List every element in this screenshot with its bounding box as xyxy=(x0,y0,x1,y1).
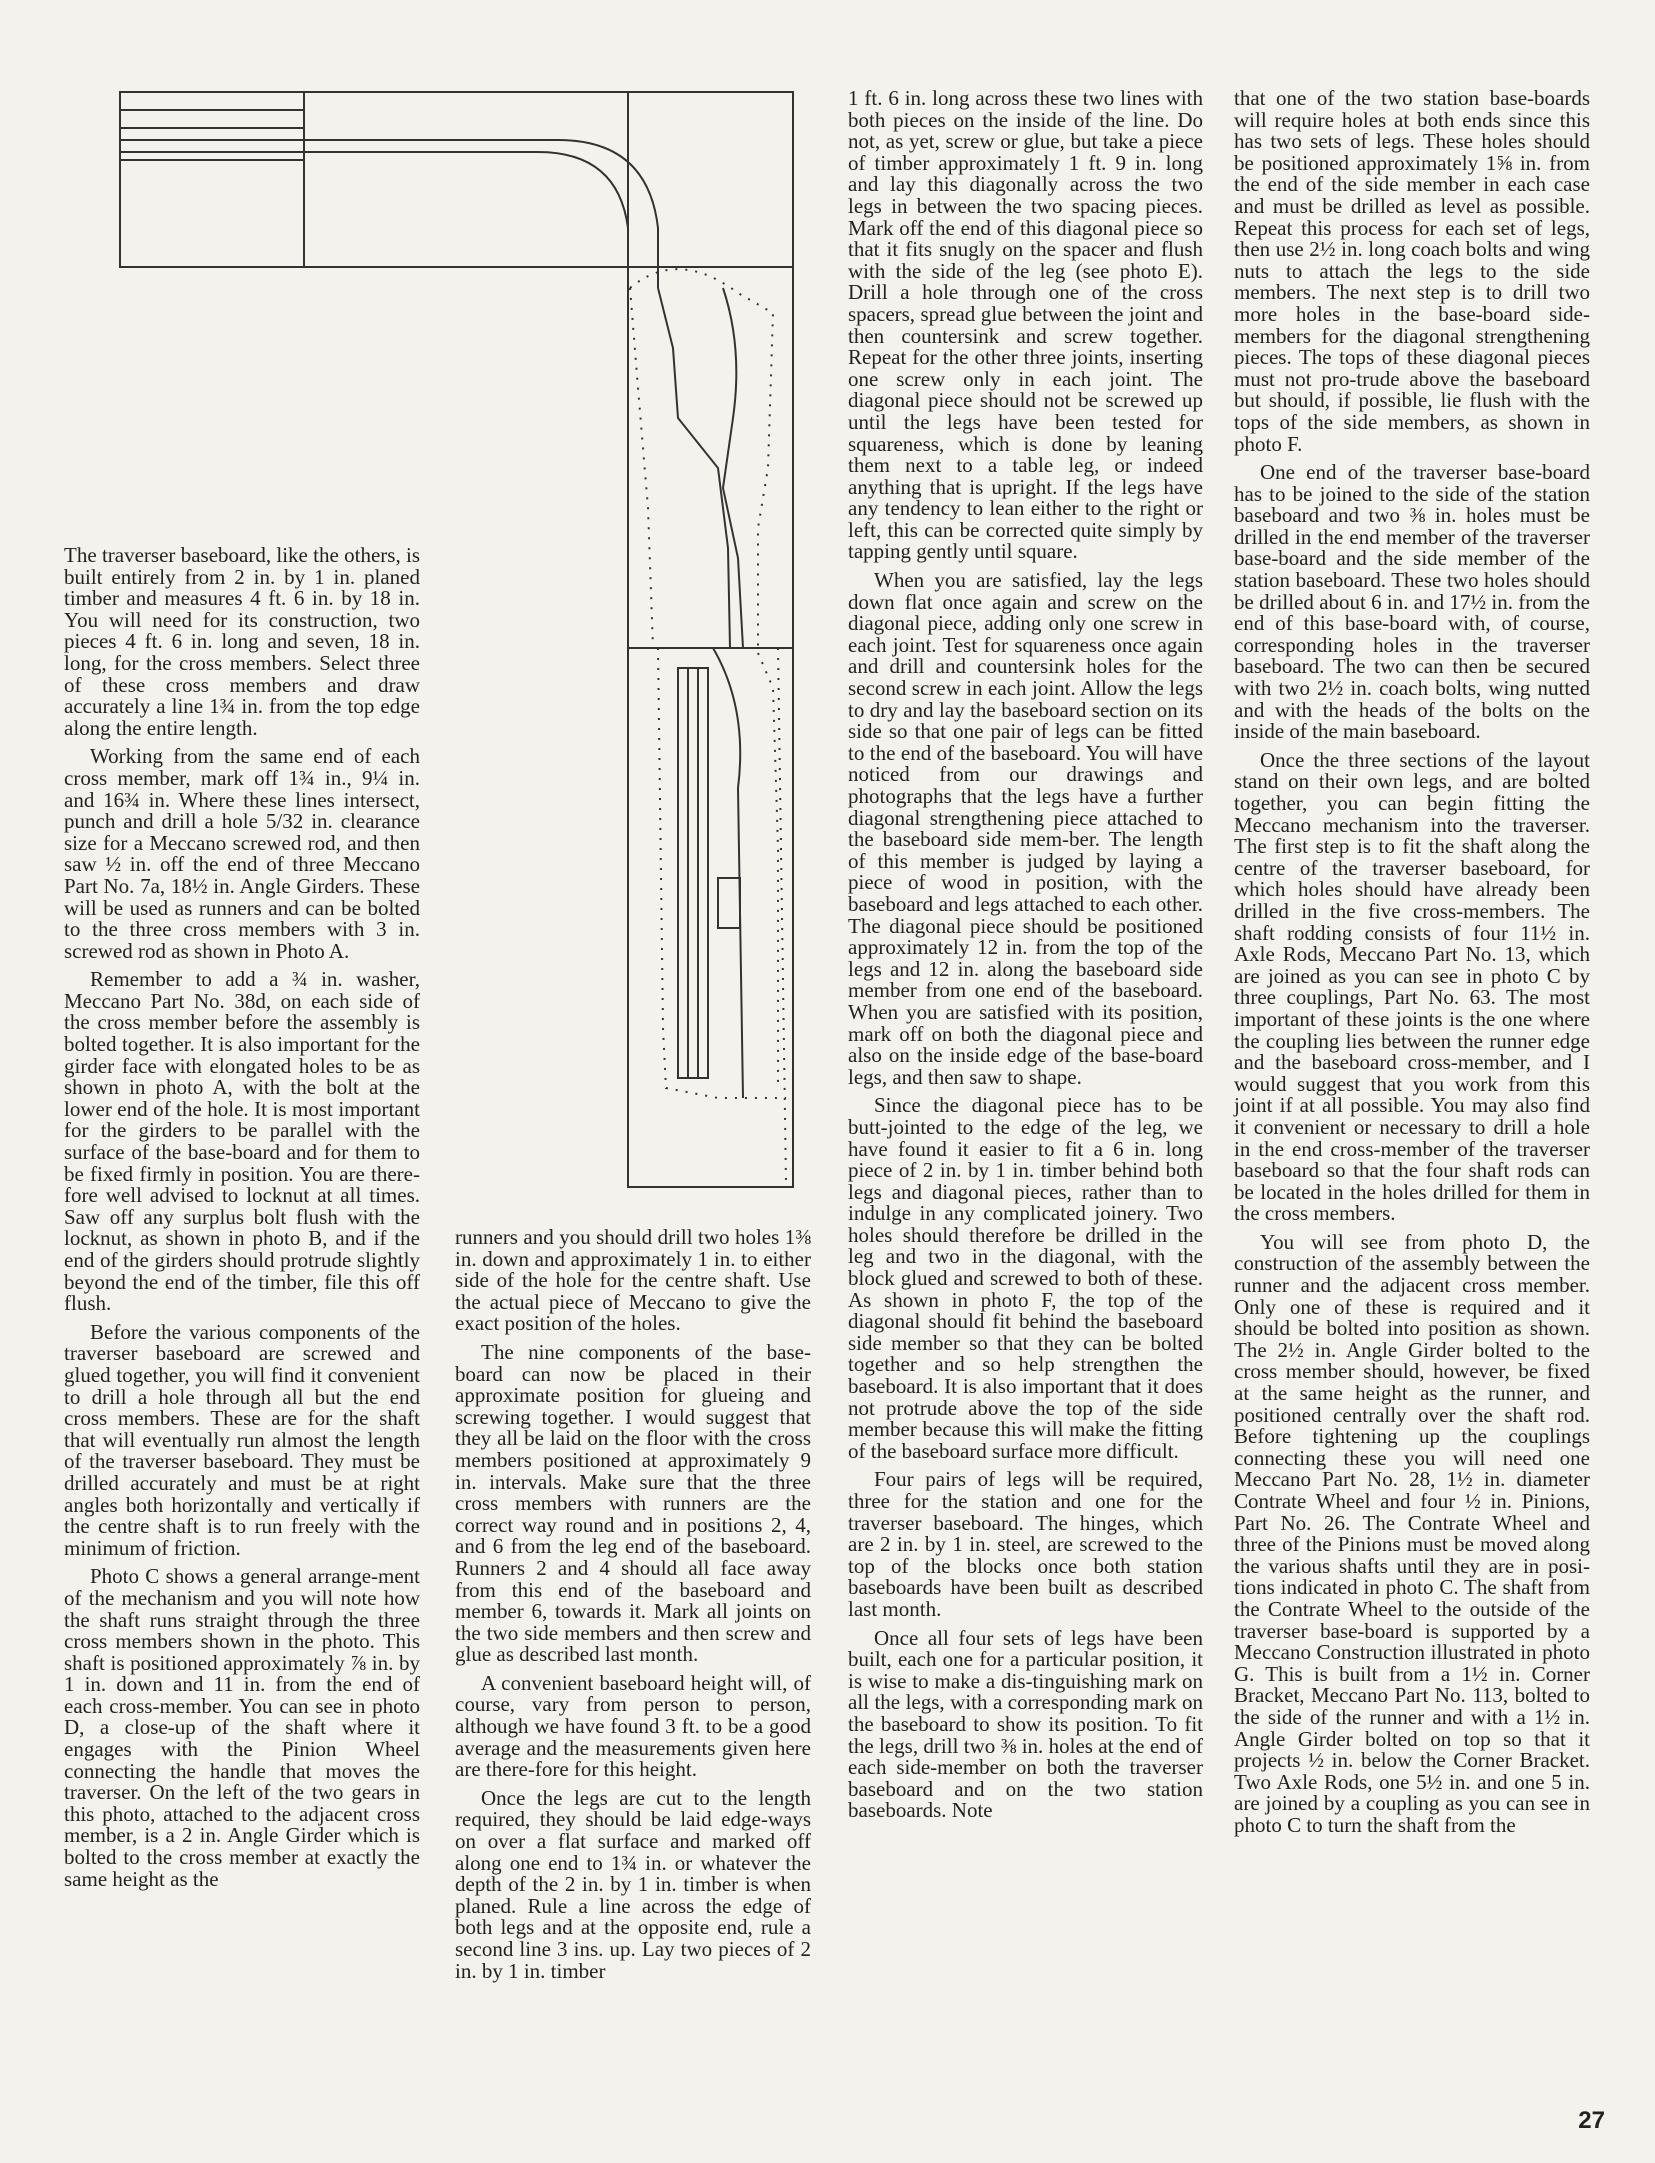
text-column-2 xyxy=(455,1227,811,1989)
traverser-baseboard xyxy=(628,92,793,1187)
text-column-3 xyxy=(848,88,1203,1829)
paragraph: that one of the two station base-boards will require holes at both ends since this has two sets of legs. These holes should be positioned approximately 1⅝ in. from the end of the side member in each case and must be drilled as level as possible. Repeat this process for each set of legs, then use 2½ in. long coach bolts and wing nuts to attach the legs to the side members. The next step is to drill two more holes in the base-board side-members for the diagonal strengthening pieces. The tops of these diagonal pieces must not pro-trude above the baseboard but should, if possible, lie flush with the tops of the side members, as shown in photo F. xyxy=(1234,86,1590,456)
paragraph: runners and you should drill two holes 1⅜ in. down and approximately 1 in. to either side of the hole for the centre shaft. Use the actual piece of Meccano to give the exact position of the holes. xyxy=(455,1225,811,1336)
paragraph: Once the three sections of the layout stand on their own legs, and are bolted together, you can begin fitting the Meccano mechanism into the traverser. The first step is to fit the shaft along the centre of the traverser baseboard, for which holes should have already been drilled in the five cross-members. The shaft rodding consists of four 11½ in. Axle Rods, Meccano Part No. 13, which are joined as you can see in photo C by three couplings, Part No. 63. The most important of these joints is the one where the coupling lies between the runner edge and the baseboard cross-member, and I would suggest that you work from this joint if at all possible. You may also find it convenient or necessary to drill a hole in the end cross-member of the traverser baseboard so that the four shaft rods can be located in the holes drilled for them in the cross members. xyxy=(1234,747,1590,1226)
paragraph: Once all four sets of legs have been built, each one for a particular position, it is wise to make a dis-tinguishing mark on all the legs, with a corresponding mark on the baseboard to show its position. To fit the legs, drill two ⅜ in. holes at the end of each side-member on both the traverser baseboard and on the two station baseboards. Note xyxy=(848,1625,1203,1823)
paragraph: 1 ft. 6 in. long across these two lines with both pieces on the inside of the line. Do not, as yet, screw or glue, but take a piece of timber approximately 1 ft. 9 in. long and lay this diagonally across the two legs in between the two spacing pieces. Mark off the end of this diagonal piece so that it fits snugly on the spacer and flush with the side of the leg (see photo E). Drill a hole through one of the cross spacers, spread glue between the joint and then countersink and screw together. Repeat for the other three joints, inserting one screw only in each joint. The diagonal piece should not be screwed up until the legs have been tested for squareness, which is done by leaning them next to a table leg, or indeed anything that is upright. If the legs have any tendency to lean either to the right or left, this can be corrected quite simply by tapping gently until square. xyxy=(848,86,1203,564)
text-column-4 xyxy=(1234,88,1590,1844)
page-number: 27 xyxy=(1578,2107,1605,2134)
station-baseboard xyxy=(120,92,793,267)
paragraph: Photo C shows a general arrange-ment of the mechanism and you will note how the shaft runs straight through the three cross members shown in the photo. This shaft is positioned approximately ⅞ in. by 1 in. down and 11 in. from the end of each cross-member. You can see in photo D, a close-up of the shaft where it engages with the Pinion Wheel connecting the handle that moves the traverser. On the left of the two gears in this photo, attached to the adjacent cross member, is a 2 in. Angle Girder which is bolted to the cross member at exactly the same height as the xyxy=(64,1564,420,1891)
paragraph: Working from the same end of each cross member, mark off 1¾ in., 9¼ in. and 16¾ in. Where these lines intersect, punch and drill a hole 5/32 in. clearance size for a Meccano screwed rod, and then saw ½ in. off the end of three Meccano Part No. 7a, 18½ in. Angle Girders. These will be used as runners and can be bolted to the three cross members with 3 in. screwed rod as shown in Photo A. xyxy=(64,744,420,963)
paragraph: Once the legs are cut to the length required, they should be laid edge-ways on over a flat surface and marked off along one end to 1¾ in. or whatever the depth of the 2 in. by 1 in. timber is when planed. Rule a line across the edge of both legs and at the opposite end, rule a second line 3 ins. up. Lay two pieces of 2 in. by 1 in. timber xyxy=(455,1785,811,1983)
paragraph: The traverser baseboard, like the others, is built entirely from 2 in. by 1 in. planed timber and measures 4 ft. 6 in. by 18 in. You will need for its construction, two pieces 4 ft. 6 in. long and seven, 18 in. long, for the cross members. Select three of these cross members and draw accurately a line 1¾ in. from the top edge along the entire length. xyxy=(64,543,420,740)
paragraph: Remember to add a ¾ in. washer, Meccano Part No. 38d, on each side of the cross member before the assembly is bolted together. It is also important for the girder face with elongated holes to be as shown in photo A, with the bolt at the lower end of the hole. It is most important for the girders to be parallel with the surface of the base-board and for them to be fixed firmly in position. You are there-fore well advised to locknut at all times. Saw off any surplus bolt flush with the locknut, as shown in photo B, and if the end of the girders should protrude slightly beyond the end of the timber, file this off flush. xyxy=(64,967,420,1316)
paragraph: Before the various components of the traverser baseboard are screwed and glued together, you will find it convenient to drill a hole through all but the end cross members. These are for the shaft that will eventually run almost the length of the traverser baseboard. They must be drilled accurately and must be at right angles both horizontally and vertically if the centre shaft is to run freely with the minimum of friction. xyxy=(64,1319,420,1560)
text-column-1 xyxy=(64,545,420,1897)
paragraph: You will see from photo D, the construction of the assembly between the runner and the adjacent cross member. Only one of these is required and it should be bolted into position as shown. The 2½ in. Angle Girder bolted to the cross member should, however, be fixed at the same height as the runner, and positioned centrally over the shaft rod. Before tightening up the couplings connecting these you will need one Meccano Part No. 28, 1½ in. diameter Contrate Wheel and four ½ in. Pinions, Part No. 26. The Contrate Wheel and three of the Pinions must be moved along the various shafts until they are in posi-tions indicated in photo C. The shaft from the Contrate Wheel to the outside of the traverser base-board is supported by a Meccano Construction illustrated in photo G. This is built from a 1½ in. Corner Bracket, Meccano Part No. 113, bolted to the side of the runner and with a 1½ in. Angle Girder bolted on top so that it projects ½ in. below the Corner Bracket. Two Axle Rods, one 5½ in. and one 5 in. are joined by a coupling as you can see in photo C to turn the shaft from the xyxy=(1234,1229,1590,1837)
paragraph: When you are satisfied, lay the legs down flat once again and screw on the diagonal piece, adding only one screw in each joint. Test for squareness once again and drill and countersink holes for the second screw in each joint. Allow the legs to dry and lay the baseboard section on its side so that one pair of legs can be fitted to the end of the baseboard. You will have noticed from our drawings and photographs that the legs have a further diagonal strengthening piece attached to the baseboard side mem-ber. The length of this member is judged by laying a piece of wood in position, with the baseboard and legs attached to each other. The diagonal piece should be positioned approximately 12 in. from the top of the legs and 12 in. along the baseboard side member from one end of the baseboard. When you are satisfied with its position, mark off on both the diagonal piece and also on the inside edge of the base-board legs, and then saw to shape. xyxy=(848,568,1203,1089)
paragraph: The nine components of the base-board can now be placed in their approximate position for glueing and screwing together. I would suggest that they all be laid on the floor with the cross members positioned at approximately 9 in. intervals. Make sure that the three cross members with runners are the correct way round and in positions 2, 4, and 6 from the leg end of the baseboard. Runners 2 and 4 should all face away from this end of the baseboard and member 6, towards it. Mark all joints on the two side members and then screw and glue as described last month. xyxy=(455,1339,811,1667)
paragraph: Since the diagonal piece has to be butt-jointed to the edge of the leg, we have found it easier to fit a 6 in. long piece of 2 in. by 1 in. timber behind both legs and diagonal pieces, rather than to indulge in any complicated joinery. Two holes should therefore be drilled in the leg and two in the diagonal, with the block glued and screwed to both of these. As shown in photo F, the top of the diagonal should fit behind the baseboard side member so that they can be bolted together and so help strengthen the baseboard. It is also important that it does not protrude above the top of the side member because this will make the fitting of the baseboard surface more difficult. xyxy=(848,1093,1203,1463)
paragraph: A convenient baseboard height will, of course, vary from person to person, although we have found 3 ft. to be a good average and the measurements given here are there-fore for this height. xyxy=(455,1670,811,1782)
paragraph: One end of the traverser base-board has to be joined to the side of the station baseboard and two ⅜ in. holes must be drilled in the end member of the traverser base-board and the side member of the station baseboard. These two holes should be drilled about 6 in. and 17½ in. from the end of this base-board with, of course, corresponding holes in the traverser baseboard. The two can then be secured with two 2½ in. coach bolts, wing nutted and with the heads of the bolts on the inside of the main baseboard. xyxy=(1234,460,1590,744)
paragraph: Four pairs of legs will be required, three for the station and one for the traverser baseboard. The hinges, which are 2 in. by 1 in. steel, are screwed to the top of the blocks once both station baseboards have been built as described last month. xyxy=(848,1467,1203,1621)
